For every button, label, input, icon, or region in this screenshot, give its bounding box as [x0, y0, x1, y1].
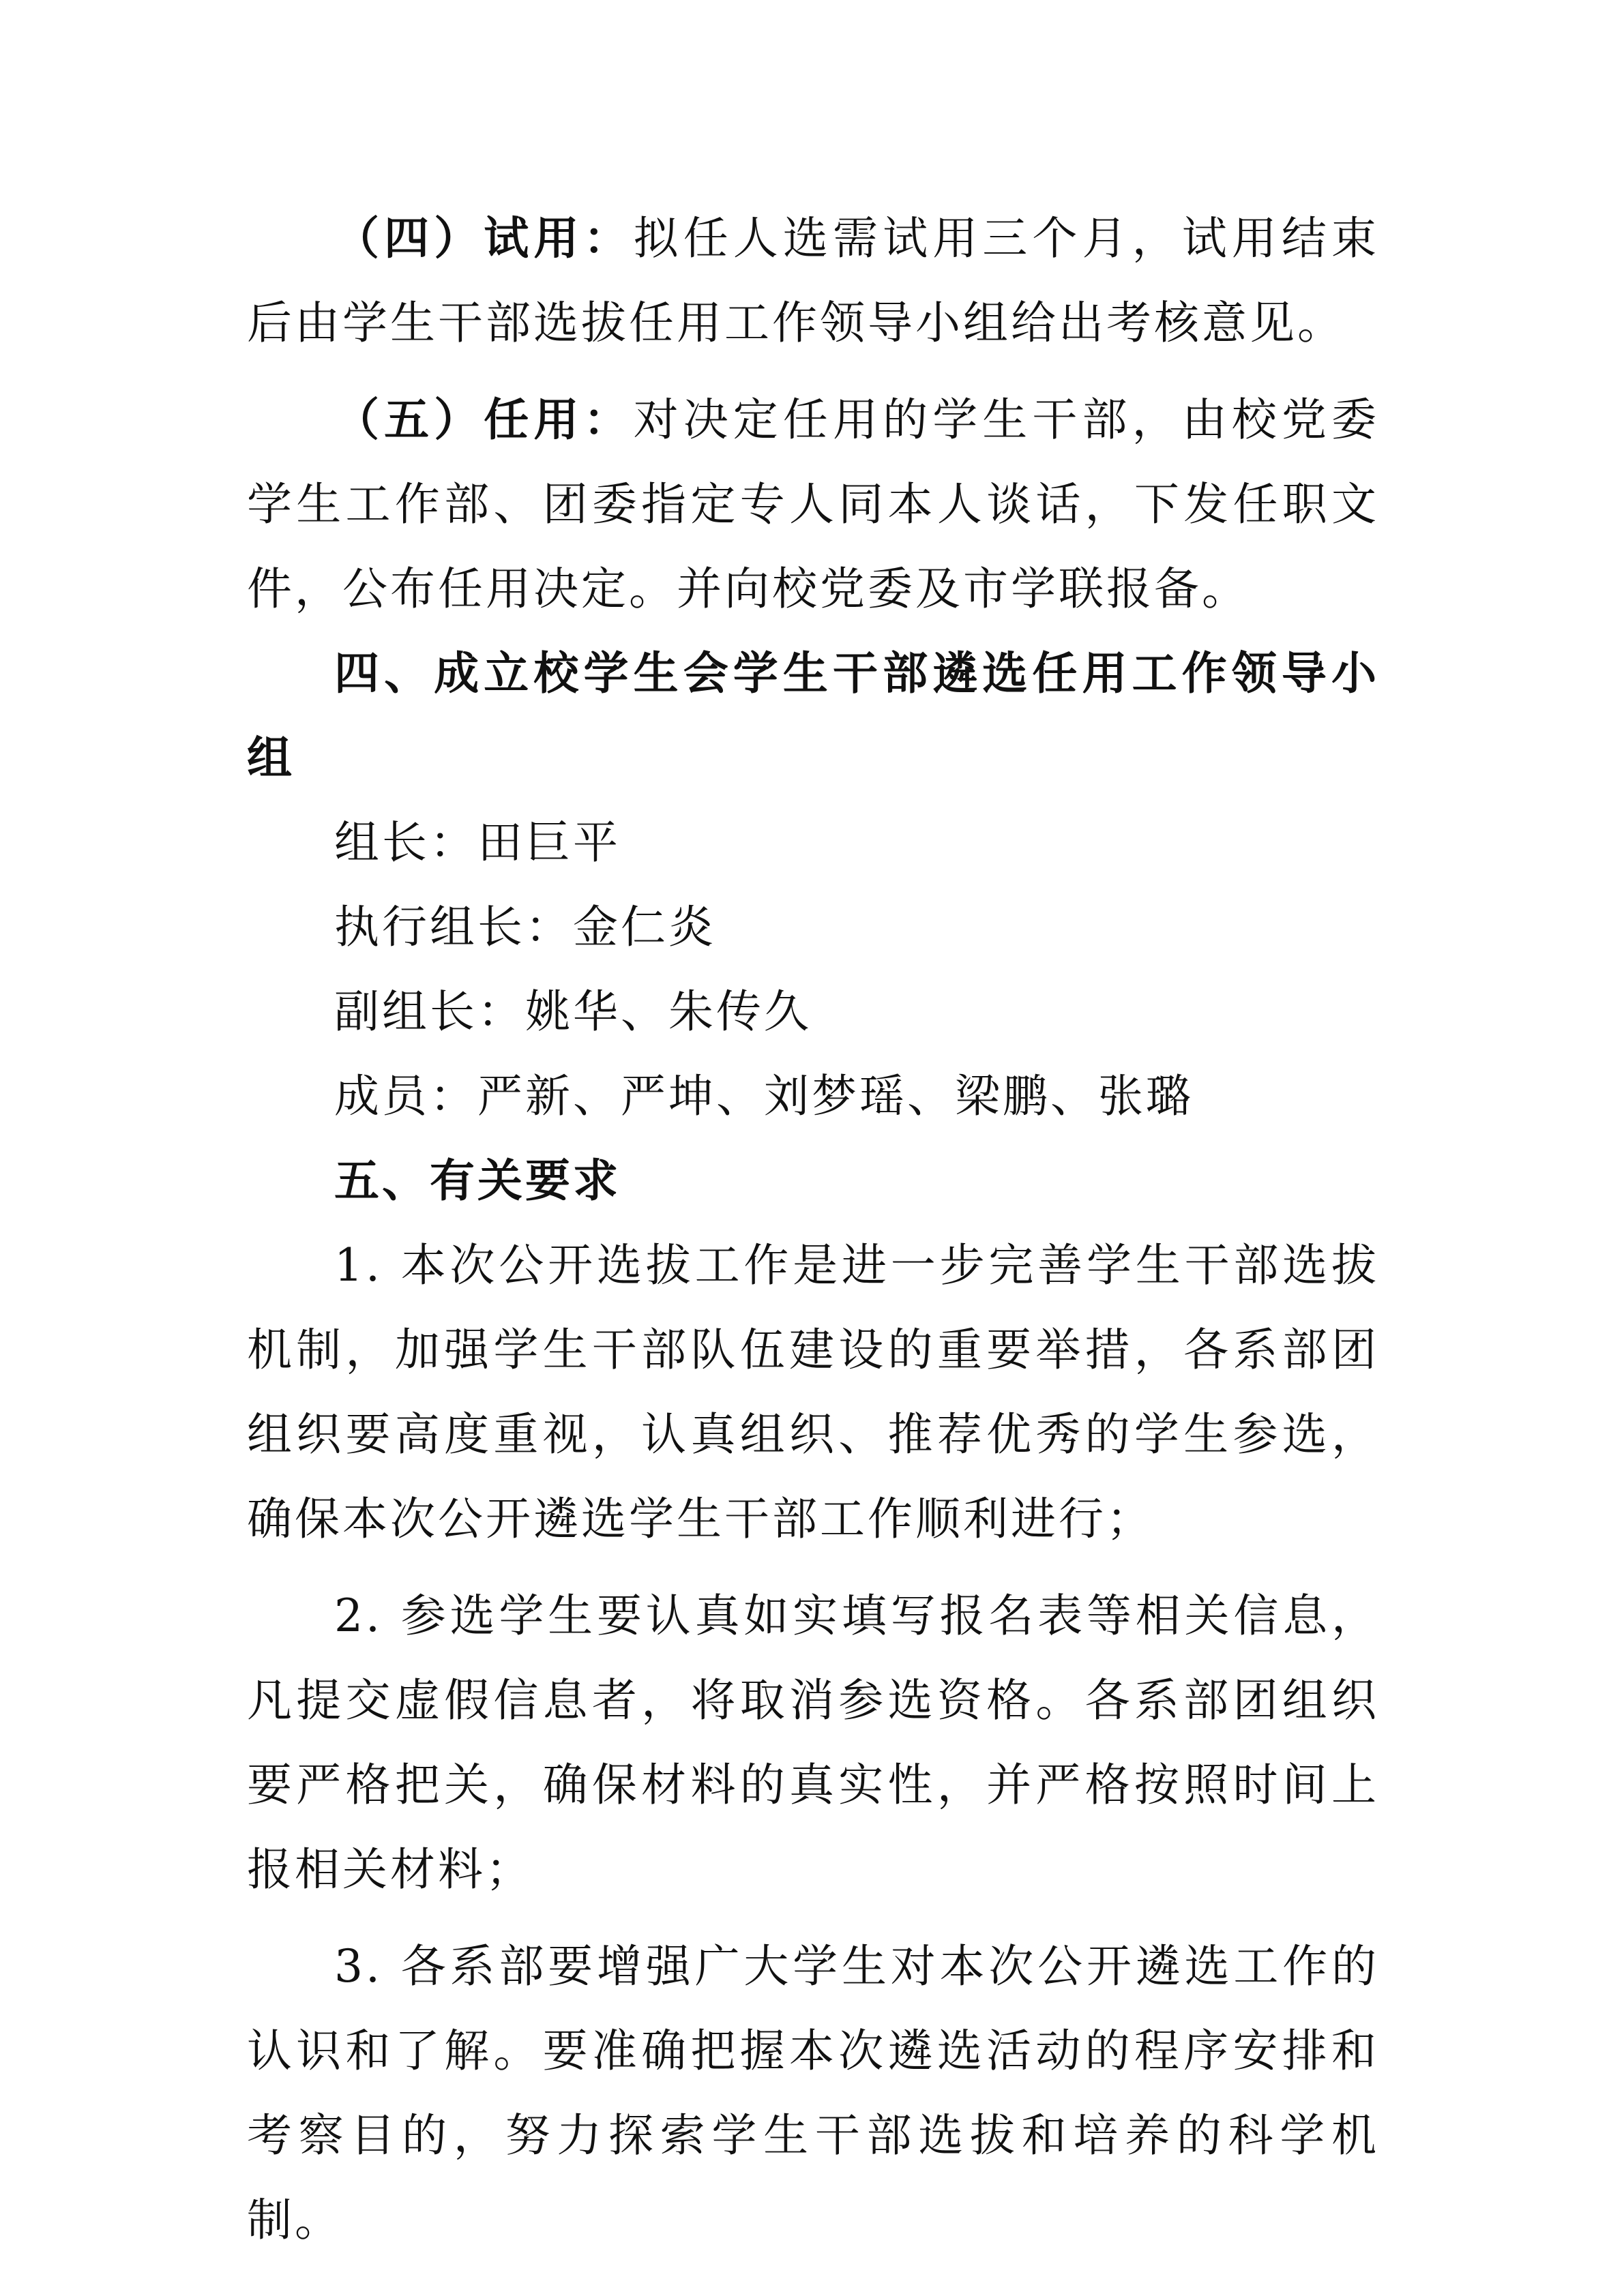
member-row-members	[247, 1054, 1379, 1139]
member-row-executive	[247, 885, 1379, 970]
appoint-lead: （五）任用：	[334, 393, 634, 446]
member-row-deputy	[247, 970, 1379, 1054]
member-label: 成员：	[334, 1070, 477, 1122]
member-names: 姚华、朱传久	[525, 985, 812, 1038]
member-row-leader	[247, 801, 1379, 885]
appoint-text: 对决定任用的学生干部，由校党委学生工作部、团委指定专人同本人谈话，下发任职文件，公布任用决定。并向校党委及市学联报备。	[247, 393, 1380, 615]
member-names: 田巨平	[477, 816, 621, 869]
member-label: 副组长：	[334, 985, 525, 1038]
member-names: 金仁炎	[573, 901, 716, 953]
document-body	[247, 196, 1379, 2263]
member-label: 组长：	[334, 816, 477, 869]
requirement-item-3: 3. 各系部要增强广大学生对本次公开遴选工作的认识和了解。要准确把握本次遴选活动的程序安排和考察目的，努力探索学生干部选拔和培养的科学机制。	[247, 1940, 1379, 2246]
requirement-item-1: 1. 本次公开选拔工作是进一步完善学生干部选拔机制，加强学生干部队伍建设的重要举措，各系部团组织要高度重视，认真组织、推荐优秀的学生参选，确保本次公开遴选学生干部工作顺利进行；	[247, 1239, 1379, 1545]
requirement-item-2: 2. 参选学生要认真如实填写报名表等相关信息，凡提交虚假信息者，将取消参选资格。各系部团组织要严格把关，确保材料的真实性，并严格按照时间上报相关材料；	[247, 1590, 1379, 1896]
trial-text: 拟任人选需试用三个月，试用结束后由学生干部选拔任用工作领导小组给出考核意见。	[247, 212, 1380, 349]
appoint-paragraph	[247, 378, 1379, 631]
trial-lead: （四）试用：	[334, 212, 634, 265]
trial-paragraph	[247, 196, 1379, 366]
requirements-heading: 五、有关要求	[334, 1154, 621, 1207]
member-label: 执行组长：	[334, 901, 573, 953]
member-names: 严新、严坤、刘梦瑶、梁鹏、张璐	[477, 1070, 1194, 1122]
leading-group-heading: 四、成立校学生会学生干部遴选任用工作领导小组	[247, 647, 1379, 784]
